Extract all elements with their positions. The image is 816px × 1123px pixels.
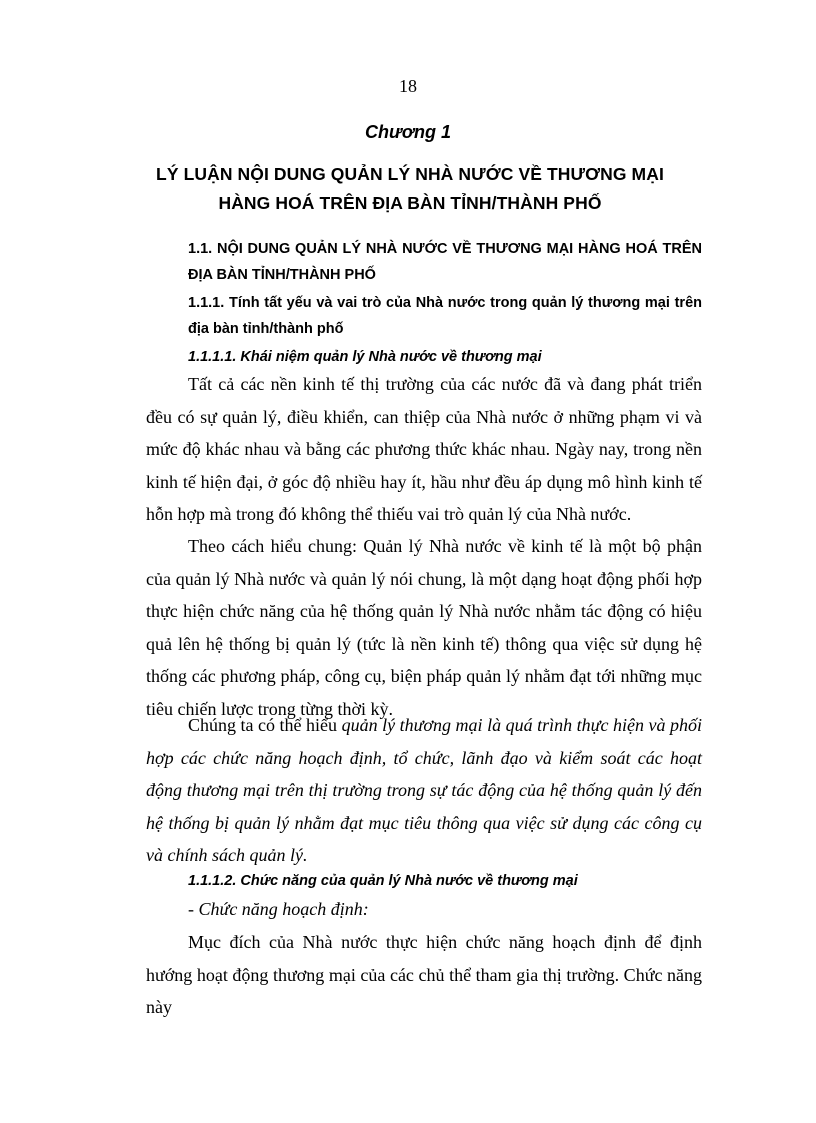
page-number: 18 bbox=[399, 76, 417, 96]
paragraph-3-lead: Chúng ta có thể hiểu bbox=[188, 715, 342, 735]
chapter-title bbox=[140, 160, 680, 218]
section-1-1-text: 1.1. NỘI DUNG QUẢN LÝ NHÀ NƯỚC VỀ THƯƠNG MẠI HÀNG HOÁ TRÊN ĐỊA BÀN TỈNH/THÀNH PHỐ bbox=[188, 241, 702, 283]
section-heading-1-1-1-1: 1.1.1.1. Khái niệm quản lý Nhà nước về thương mại bbox=[188, 349, 542, 365]
body-paragraph-2 bbox=[146, 530, 702, 725]
body-paragraph-3 bbox=[146, 709, 702, 872]
section-heading-1-1 bbox=[146, 236, 702, 288]
section-heading-1-1-1 bbox=[146, 290, 702, 342]
section-heading-1-1-1-2: 1.1.1.2. Chức năng của quản lý Nhà nước về thương mại bbox=[188, 873, 578, 889]
paragraph-1-text: Tất cả các nền kinh tế thị trường của các nước đã và đang phát triển đều có sự quản lý, điều khiển, can thiệp của Nhà nước ở những phạm vi và mức độ khác nhau và bằng các phương thức khác nhau. Ngày nay, trong nền kinh tế hiện đại, ở góc độ nhiều hay ít, hầu như đều áp dụng mô hình kinh tế hỗn hợp mà trong đó không thể thiếu vai trò quản lý của Nhà nước. bbox=[146, 374, 702, 524]
paragraph-2-text: Theo cách hiểu chung: Quản lý Nhà nước về kinh tế là một bộ phận của quản lý Nhà nước và quản lý nói chung, là một dạng hoạt động phối hợp thực hiện chức năng của hệ thống quản lý Nhà nước nhằm tác động có hiệu quả lên hệ thống bị quản lý (tức là nền kinh tế) thông qua việc sử dụng hệ thống các phương pháp, công cụ, biện pháp quản lý nhằm đạt tới những mục tiêu chiến lược trong từng thời kỳ. bbox=[146, 536, 702, 719]
section-1-1-1-text: 1.1.1. Tính tất yếu và vai trò của Nhà nước trong quản lý thương mại trên địa bàn tỉnh/thành phố bbox=[188, 295, 702, 337]
body-paragraph-4 bbox=[146, 926, 702, 1024]
paragraph-3-definition: quản lý thương mại là quá trình thực hiện và phối hợp các chức năng hoạch định, tổ chức, lãnh đạo và kiểm soát các hoạt động thương mại trên thị trường trong sự tác động của hệ thống quản lý đến hệ thống bị quản lý nhằm đạt mục tiêu thông qua việc sử dụng các công cụ và chính sách quản lý. bbox=[146, 715, 702, 865]
paragraph-3 bbox=[146, 709, 702, 872]
chapter-title-line-2: HÀNG HOÁ TRÊN ĐỊA BÀN TỈNH/THÀNH PHỐ bbox=[218, 193, 602, 213]
dash-item: - Chức năng hoạch định: bbox=[188, 899, 369, 919]
chapter-title-line-1: LÝ LUẬN NỘI DUNG QUẢN LÝ NHÀ NƯỚC VỀ THƯƠNG MẠI bbox=[156, 164, 664, 184]
chapter-label: Chương 1 bbox=[365, 122, 451, 142]
paragraph-4-text: Mục đích của Nhà nước thực hiện chức năng hoạch định để định hướng hoạt động thương mại của các chủ thể tham gia thị trường. Chức năng này bbox=[146, 932, 702, 1017]
body-paragraph-1 bbox=[146, 368, 702, 531]
